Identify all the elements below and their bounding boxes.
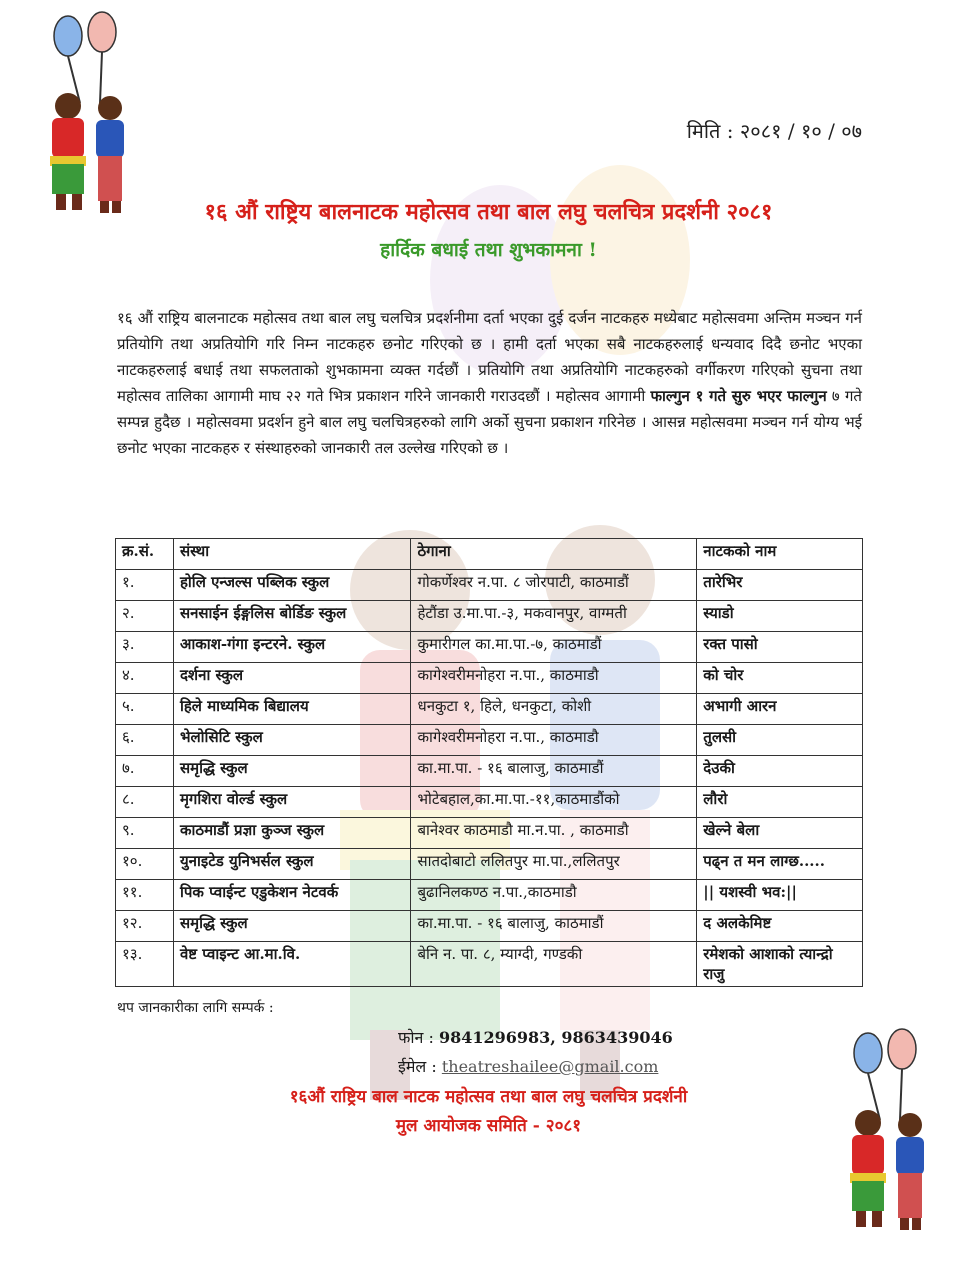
cell-serial: १३.	[116, 942, 174, 987]
cell-address: भोटेबहाल,का.मा.पा.-११,काठमाडौंको	[411, 787, 697, 818]
cell-institution: वेष्ट प्वाइन्ट आ.मा.वि.	[173, 942, 411, 987]
table-row	[116, 942, 863, 987]
cell-address: का.मा.पा. - १६ बालाजु, काठमाडौं	[411, 756, 697, 787]
table-row	[116, 663, 863, 694]
table-row	[116, 632, 863, 663]
table-header-row	[116, 539, 863, 570]
table-row	[116, 694, 863, 725]
cell-play-name: लौरो	[697, 787, 863, 818]
header-address: ठेगाना	[411, 539, 697, 570]
cell-address: हेटौंडा उ.मा.पा.-३, मकवानपुर, वाग्मती	[411, 601, 697, 632]
table-row	[116, 818, 863, 849]
phone-label: फोन :	[398, 1028, 439, 1047]
table-row	[116, 787, 863, 818]
table-row	[116, 725, 863, 756]
cell-serial: ९.	[116, 818, 174, 849]
cell-institution: समृद्धि स्कुल	[173, 911, 411, 942]
cell-serial: ६.	[116, 725, 174, 756]
cell-serial: ५.	[116, 694, 174, 725]
cell-serial: ११.	[116, 880, 174, 911]
table-row	[116, 849, 863, 880]
cell-serial: १.	[116, 570, 174, 601]
table-body	[116, 570, 863, 987]
children-with-masks-illustration-bottom	[830, 1025, 940, 1235]
cell-serial: ३.	[116, 632, 174, 663]
cell-institution: सनसाईन ईङ्गलिस बोर्डिङ स्कुल	[173, 601, 411, 632]
cell-serial: ८.	[116, 787, 174, 818]
table-row	[116, 601, 863, 632]
cell-serial: ७.	[116, 756, 174, 787]
email-line	[398, 1055, 658, 1077]
intro-text-2: ७ गते सम्पन्न हुदैछ । महोत्सवमा प्रदर्शन हुने बाल लघु चलचित्रहरुको लागि अर्को सुचना प्रकाशन गरिनेछ । आसन्न महोत्सवमा मञ्चन गर्न योग्य भई छनोट भएका नाटकहरु र संस्थाहरुको जानकारी तल उल्लेख गरिएको छ ।	[117, 387, 862, 457]
cell-institution: होलि एन्जल्स पब्लिक स्कुल	[173, 570, 411, 601]
cell-play-name: || यशस्वी भव:||	[697, 880, 863, 911]
cell-play-name: रक्त पासो	[697, 632, 863, 663]
intro-paragraph	[117, 305, 862, 461]
table-row	[116, 880, 863, 911]
cell-serial: १२.	[116, 911, 174, 942]
cell-serial: ४.	[116, 663, 174, 694]
phone-numbers: 9841296983, 9863439046	[438, 1028, 673, 1047]
phone-line	[398, 1026, 673, 1048]
email-label: ईमेल :	[398, 1057, 442, 1076]
cell-institution: काठमाडौं प्रज्ञा कुञ्ज स्कुल	[173, 818, 411, 849]
intro-text-bold: फाल्गुन १ गते सुरु भएर फाल्गुन	[650, 387, 827, 405]
cell-institution: युनाइटेड युनिभर्सल स्कुल	[173, 849, 411, 880]
cell-institution: भेलोसिटि स्कुल	[173, 725, 411, 756]
cell-address: बुढानिलकण्ठ न.पा.,काठमाडौ	[411, 880, 697, 911]
table-row	[116, 911, 863, 942]
children-with-masks-illustration-top	[30, 8, 140, 218]
cell-address: गोकर्णेश्वर न.पा. ८ जोरपाटी, काठमाडौं	[411, 570, 697, 601]
cell-play-name: देउकी	[697, 756, 863, 787]
contact-lead: थप जानकारीका लागि सम्पर्क :	[117, 1000, 274, 1016]
cell-address: कुमारीगल का.मा.पा.-७, काठमाडौं	[411, 632, 697, 663]
cell-institution: समृद्धि स्कुल	[173, 756, 411, 787]
cell-play-name: स्याडो	[697, 601, 863, 632]
table-row	[116, 570, 863, 601]
cell-address: बानेश्वर काठमाडौ मा.न.पा. , काठमाडौ	[411, 818, 697, 849]
header-play-name: नाटकको नाम	[697, 539, 863, 570]
cell-play-name: पढ्न त मन लाग्छ.....	[697, 849, 863, 880]
page-title: १६ औं राष्ट्रिय बालनाटक महोत्सव तथा बाल लघु चलचित्र प्रदर्शनी २०८१	[204, 199, 773, 225]
cell-play-name: तुलसी	[697, 725, 863, 756]
cell-serial: २.	[116, 601, 174, 632]
cell-play-name: अभागी आरन	[697, 694, 863, 725]
page-subtitle: हार्दिक बधाई तथा शुभकामना !	[380, 239, 597, 261]
cell-address: कागेश्वरीमनोहरा न.पा., काठमाडौ	[411, 725, 697, 756]
selected-plays-table	[115, 538, 863, 987]
cell-address: बेनि न. पा. ८, म्याग्दी, गण्डकी	[411, 942, 697, 987]
intro-text-1: १६ औं राष्ट्रिय बालनाटक महोत्सव तथा बाल लघु चलचित्र प्रदर्शनीमा दर्ता भएका दुई दर्जन नाटकहरु मध्येबाट महोत्सवमा अन्तिम मञ्चन गर्न प्रतियोगि तथा अप्रतियोगि गरि निम्न नाटकहरु छनोट गरिएको छ । हामी दर्ता भएका सबै नाटकहरुलाई धन्यवाद दिदै छनोट भएका नाटकहरुलाई बधाई तथा सफलताको शुभकामना व्यक्त गर्दछौं । प्रतियोगि तथा अप्रतियोगि नाटकहरुको वर्गीकरण गरिएको सुचना तथा महोत्सव तालिका आगामी माघ २२ गते भित्र प्रकाशन गरिने जानकारी गराउदछौं । महोत्सव आगामी	[117, 309, 862, 405]
header-serial: क्र.सं.	[116, 539, 174, 570]
cell-institution: दर्शना स्कुल	[173, 663, 411, 694]
header-institution: संस्था	[173, 539, 411, 570]
cell-play-name: खेल्ने बेला	[697, 818, 863, 849]
cell-institution: हिले माध्यमिक बिद्यालय	[173, 694, 411, 725]
cell-address: सातदोबाटो ललितपुर मा.पा.,ललितपुर	[411, 849, 697, 880]
cell-institution: मृगशिरा वोर्ल्ड स्कुल	[173, 787, 411, 818]
date: मिति : २०८१ / १० / ०७	[686, 119, 862, 143]
cell-play-name: को चोर	[697, 663, 863, 694]
cell-play-name: रमेशको आशाको त्यान्द्रो राजु	[697, 942, 863, 987]
email-link[interactable]: theatreshailee@gmail.com	[441, 1057, 659, 1076]
cell-play-name: तारेभिर	[697, 570, 863, 601]
cell-address: धनकुटा १, हिले, धनकुटा, कोशी	[411, 694, 697, 725]
cell-address: का.मा.पा. - १६ बालाजु, काठमाडौं	[411, 911, 697, 942]
organizer-event-name: १६औं राष्ट्रिय बाल नाटक महोत्सव तथा बाल लघु चलचित्र प्रदर्शनी	[289, 1087, 688, 1107]
cell-address: कागेश्वरीमनोहरा न.पा., काठमाडौ	[411, 663, 697, 694]
cell-serial: १०.	[116, 849, 174, 880]
cell-institution: आकाश-गंगा इन्टरने. स्कुल	[173, 632, 411, 663]
cell-institution: पिक प्वाईन्ट एडुकेशन नेटवर्क	[173, 880, 411, 911]
organizer-committee: मुल आयोजक समिति - २०८१	[395, 1116, 582, 1136]
cell-play-name: द अलकेमिष्ट	[697, 911, 863, 942]
table-row	[116, 756, 863, 787]
